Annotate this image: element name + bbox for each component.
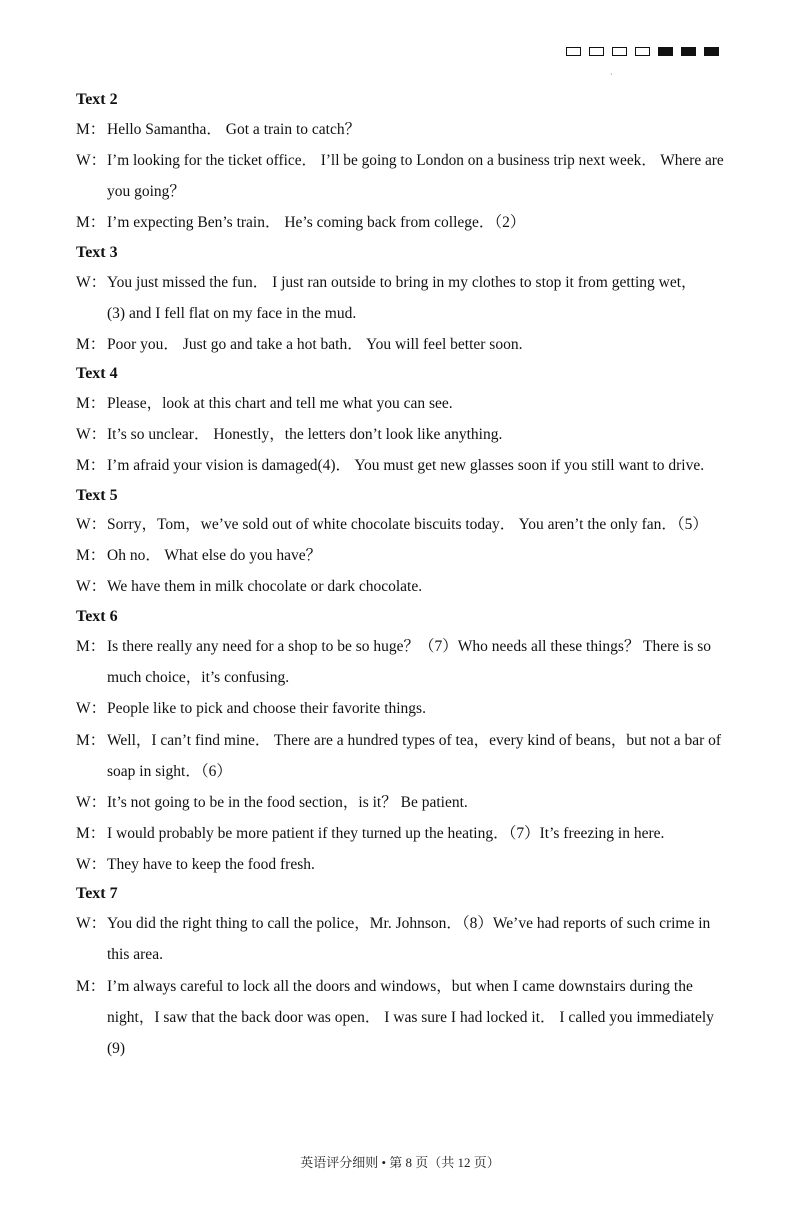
dialogue-line: Please，look at this chart and tell me what you can see.	[107, 395, 453, 412]
dialogue-line-continued: (3) and I fell flat on my face in the mud.	[107, 305, 357, 322]
registration-mark-empty	[612, 47, 627, 56]
dialogue-line: Hello Samantha． Got a train to catch？	[107, 121, 361, 138]
speaker-label: W：	[76, 578, 107, 595]
speaker-label: W：	[76, 274, 107, 291]
speaker-label: M：	[76, 214, 106, 231]
speaker-label: W：	[76, 152, 107, 169]
speaker-label: M：	[76, 638, 106, 655]
dialogue-line: They have to keep the food fresh.	[107, 856, 315, 873]
speaker-label: M：	[76, 457, 106, 474]
speaker-label: M：	[76, 336, 106, 353]
dialogue-line-continued: night，I saw that the back door was open． I was sure I had locked it． I called you immediately	[107, 1009, 714, 1026]
dialogue-line: I’m expecting Ben’s train． He’s coming back from college．（2）	[107, 214, 526, 231]
dialogue-line: It’s not going to be in the food section，is it？ Be patient.	[107, 794, 468, 811]
dialogue-line-continued: this area.	[107, 946, 163, 963]
dialogue-line: You just missed the fun． I just ran outside to bring in my clothes to stop it from getting wet，	[107, 274, 697, 291]
dialogue-line: Oh no． What else do you have？	[107, 547, 322, 564]
speaker-label: W：	[76, 915, 107, 932]
section-heading: Text 7	[76, 885, 118, 902]
speaker-label: M：	[76, 121, 106, 138]
registration-mark-empty	[566, 47, 581, 56]
dialogue-line: I’m afraid your vision is damaged(4)． You must get new glasses soon if you still want to drive.	[107, 457, 705, 474]
speaker-label: M：	[76, 395, 106, 412]
registration-mark-filled	[681, 47, 696, 56]
speaker-label: M：	[76, 732, 106, 749]
section-heading: Text 4	[76, 365, 118, 382]
dialogue-line: It’s so unclear． Honestly，the letters don’t look like anything.	[107, 426, 503, 443]
page-footer: 英语评分细则 • 第 8 页（共 12 页）	[300, 1155, 500, 1170]
dialogue-line: I would probably be more patient if they turned up the heating．（7）It’s freezing in here.	[107, 825, 665, 842]
dialogue-line: Sorry，Tom，we’ve sold out of white chocolate biscuits today． You aren’t the only fan．（5）	[107, 516, 708, 533]
section-heading: Text 2	[76, 91, 118, 108]
registration-mark-empty	[589, 47, 604, 56]
dialogue-line-continued: much choice，it’s confusing.	[107, 669, 290, 686]
dialogue-line: Poor you． Just go and take a hot bath． You will feel better soon.	[107, 336, 523, 353]
dialogue-line-continued: you going？	[107, 183, 185, 200]
dialogue-line: People like to pick and choose their favorite things.	[107, 700, 426, 717]
dialogue-line-continued: soap in sight．（6）	[107, 763, 232, 780]
registration-mark-filled	[658, 47, 673, 56]
speaker-label: W：	[76, 856, 107, 873]
section-heading: Text 3	[76, 244, 118, 261]
dialogue-line: You did the right thing to call the police，Mr. Johnson．（8）We’ve had reports of such crime in	[107, 915, 711, 932]
dialogue-line-continued: (9)	[107, 1040, 126, 1057]
header-dot: ·	[610, 70, 613, 79]
speaker-label: M：	[76, 825, 106, 842]
section-heading: Text 5	[76, 487, 118, 504]
speaker-label: M：	[76, 547, 106, 564]
dialogue-line: Is there really any need for a shop to be so huge？（7）Who needs all these things？ There is so	[107, 638, 712, 655]
dialogue-line: Well，I can’t find mine． There are a hundred types of tea，every kind of beans，but not a bar of	[107, 732, 722, 749]
registration-mark-filled	[704, 47, 719, 56]
speaker-label: W：	[76, 516, 107, 533]
dialogue-line: We have them in milk chocolate or dark chocolate.	[107, 578, 423, 595]
speaker-label: W：	[76, 794, 107, 811]
dialogue-line: I’m always careful to lock all the doors and windows，but when I came downstairs during the	[107, 978, 693, 995]
registration-marks	[566, 47, 719, 56]
dialogue-line: I’m looking for the ticket office． I’ll be going to London on a business trip next week． Where are	[107, 152, 724, 169]
speaker-label: M：	[76, 978, 106, 995]
speaker-label: W：	[76, 426, 107, 443]
speaker-label: W：	[76, 700, 107, 717]
section-heading: Text 6	[76, 608, 118, 625]
registration-mark-empty	[635, 47, 650, 56]
